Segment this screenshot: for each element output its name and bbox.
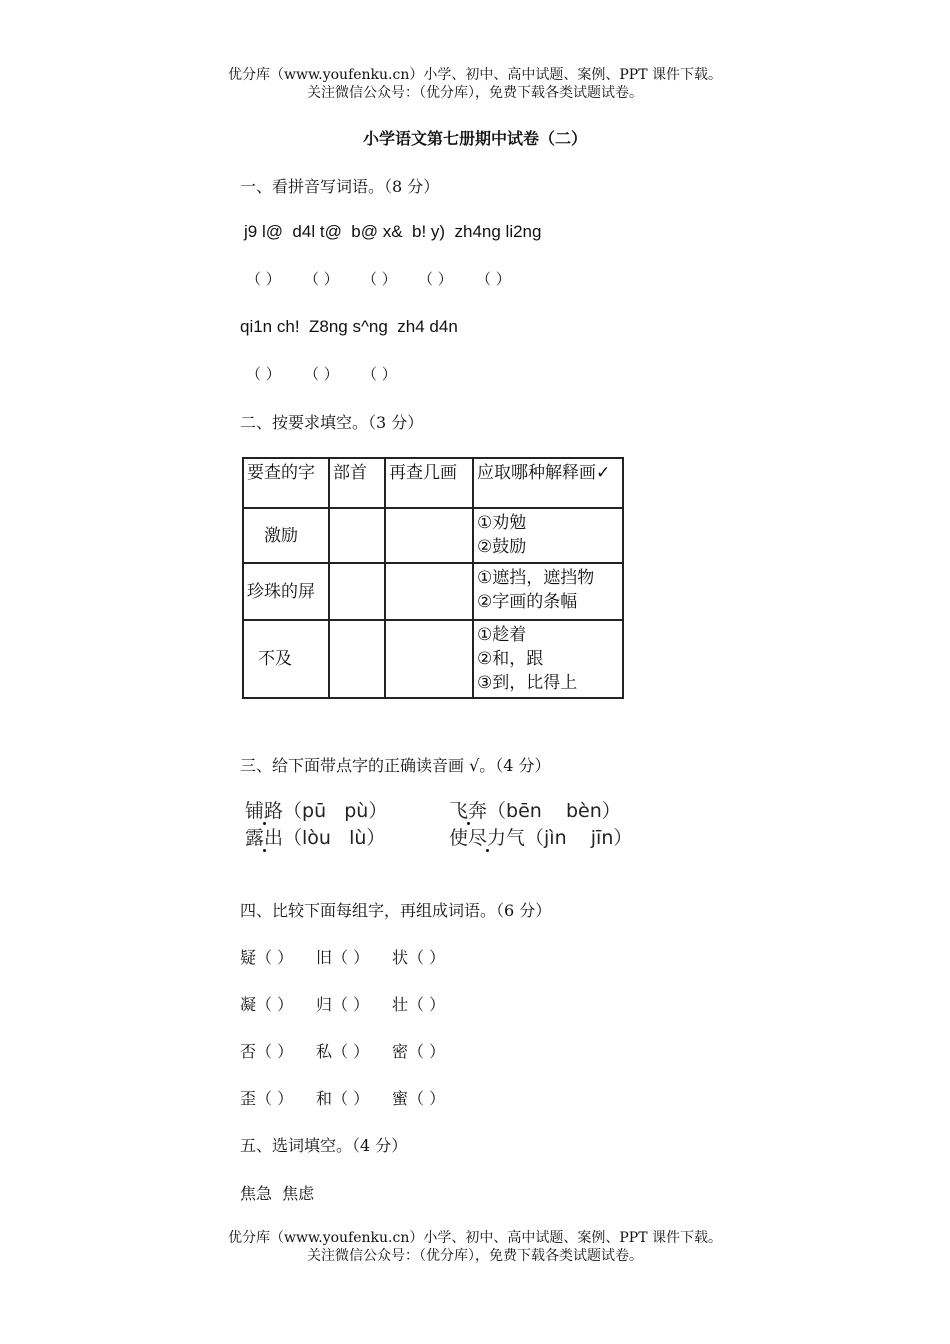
q2-col-header-strokes: 再查几画 bbox=[385, 458, 473, 508]
q3-item-4 bbox=[449, 825, 632, 851]
q2-row bbox=[243, 563, 623, 620]
q2-row bbox=[243, 620, 623, 698]
q3-item-1 bbox=[245, 798, 387, 824]
q2-radical-cell[interactable] bbox=[329, 620, 385, 698]
q1-heading: 一、看拼音写词语。（8 分） bbox=[240, 177, 440, 196]
q2-meaning-options[interactable] bbox=[473, 508, 623, 563]
footer-line-2: 关注微信公众号：（优分库），免费下载各类试题试卷。 bbox=[307, 1248, 643, 1264]
q1-blank-5[interactable]: （ ） bbox=[476, 270, 511, 288]
q4-row bbox=[240, 945, 445, 968]
header-line-2: 关注微信公众号：（优分库），免费下载各类试题试卷。 bbox=[307, 85, 643, 101]
q4-char-blank[interactable]: 密（ ） bbox=[392, 1042, 446, 1061]
q4-row bbox=[240, 1039, 445, 1062]
q2-option[interactable]: ②和，跟 bbox=[477, 649, 544, 669]
q3-reading-options[interactable]: （bēn bèn） bbox=[487, 800, 621, 822]
q4-char-blank[interactable]: 状（ ） bbox=[392, 948, 446, 967]
q4-char-blank[interactable]: 疑（ ） bbox=[240, 948, 294, 967]
q2-radical-cell[interactable] bbox=[329, 563, 385, 620]
q5-word-choices: 焦急 焦虑 bbox=[240, 1184, 315, 1203]
q2-col-header-radical: 部首 bbox=[329, 458, 385, 508]
q1-pinyin-row-1: j9 l@ d4l t@ b@ x& b! y) zh4ng li2ng bbox=[244, 222, 542, 241]
q4-char-blank[interactable]: 和（ ） bbox=[316, 1089, 370, 1108]
q1-blank-6[interactable]: （ ） bbox=[246, 365, 281, 383]
q3-word: 使尽力气 bbox=[449, 827, 526, 849]
q2-option[interactable]: ①遮挡，遮挡物 bbox=[477, 568, 595, 588]
q2-radical-cell[interactable] bbox=[329, 508, 385, 563]
q2-option[interactable]: ②字画的条幅 bbox=[477, 592, 578, 612]
q3-word: 飞奔 bbox=[449, 800, 488, 822]
header-line-1: 优分库（www.youfenku.cn）小学、初中、高中试题、案例、PPT 课件下载。 bbox=[227, 67, 722, 83]
q4-char-blank[interactable]: 否（ ） bbox=[240, 1042, 294, 1061]
q3-word: 铺路 bbox=[245, 800, 284, 822]
q1-pinyin-row-2: qi1n ch! Z8ng s^ng zh4 d4n bbox=[240, 317, 458, 336]
q3-reading-options[interactable]: （pū pù） bbox=[283, 800, 388, 822]
q3-item-3 bbox=[245, 825, 385, 851]
q2-col-header-word: 要查的字 bbox=[243, 458, 329, 508]
q3-heading: 三、给下面带点字的正确读音画 √。（4 分） bbox=[240, 756, 551, 775]
q2-row bbox=[243, 508, 623, 563]
q4-char-blank[interactable]: 歪（ ） bbox=[240, 1089, 294, 1108]
q2-row-word: 珍珠的屏 bbox=[243, 563, 329, 620]
q1-blank-7[interactable]: （ ） bbox=[304, 365, 339, 383]
q1-blank-2[interactable]: （ ） bbox=[304, 270, 339, 288]
q5-heading: 五、选词填空。（4 分） bbox=[240, 1136, 408, 1155]
q4-row bbox=[240, 1086, 445, 1109]
q3-reading-options[interactable]: （lòu lù） bbox=[283, 827, 386, 849]
q2-option[interactable]: ③到，比得上 bbox=[477, 673, 578, 693]
q3-item-2 bbox=[449, 798, 621, 824]
q2-heading: 二、按要求填空。（3 分） bbox=[240, 413, 424, 432]
q4-char-blank[interactable]: 蜜（ ） bbox=[392, 1089, 446, 1108]
q2-header-row bbox=[243, 458, 623, 508]
q2-table bbox=[242, 457, 624, 699]
q3-reading-options[interactable]: （jìn jīn） bbox=[525, 827, 633, 849]
q1-blank-8[interactable]: （ ） bbox=[362, 365, 397, 383]
q2-row-word: 激励 bbox=[243, 508, 329, 563]
footer-line-1: 优分库（www.youfenku.cn）小学、初中、高中试题、案例、PPT 课件下载。 bbox=[227, 1230, 722, 1246]
q2-strokes-cell[interactable] bbox=[385, 563, 473, 620]
q4-row bbox=[240, 992, 445, 1015]
q4-char-blank[interactable]: 私（ ） bbox=[316, 1042, 370, 1061]
q4-heading: 四、比较下面每组字，再组成词语。（6 分） bbox=[240, 901, 552, 920]
q2-col-header-meaning: 应取哪种解释画✓ bbox=[473, 458, 623, 508]
q2-option[interactable]: ①趁着 bbox=[477, 625, 527, 645]
q2-option[interactable]: ②鼓励 bbox=[477, 537, 527, 557]
q4-char-blank[interactable]: 凝（ ） bbox=[240, 995, 294, 1014]
q1-blank-4[interactable]: （ ） bbox=[418, 270, 453, 288]
q1-blank-3[interactable]: （ ） bbox=[362, 270, 397, 288]
page-title: 小学语文第七册期中试卷（二） bbox=[362, 129, 587, 148]
q2-meaning-options[interactable] bbox=[473, 563, 623, 620]
q4-char-blank[interactable]: 壮（ ） bbox=[392, 995, 446, 1014]
q1-blank-1[interactable]: （ ） bbox=[246, 270, 281, 288]
q2-strokes-cell[interactable] bbox=[385, 508, 473, 563]
q2-option[interactable]: ①劝勉 bbox=[477, 513, 527, 533]
q2-row-word: 不及 bbox=[243, 620, 329, 698]
q2-meaning-options[interactable] bbox=[473, 620, 623, 698]
q4-char-blank[interactable]: 归（ ） bbox=[316, 995, 370, 1014]
q4-char-blank[interactable]: 旧（ ） bbox=[316, 948, 370, 967]
q2-strokes-cell[interactable] bbox=[385, 620, 473, 698]
q3-word: 露出 bbox=[245, 827, 284, 849]
